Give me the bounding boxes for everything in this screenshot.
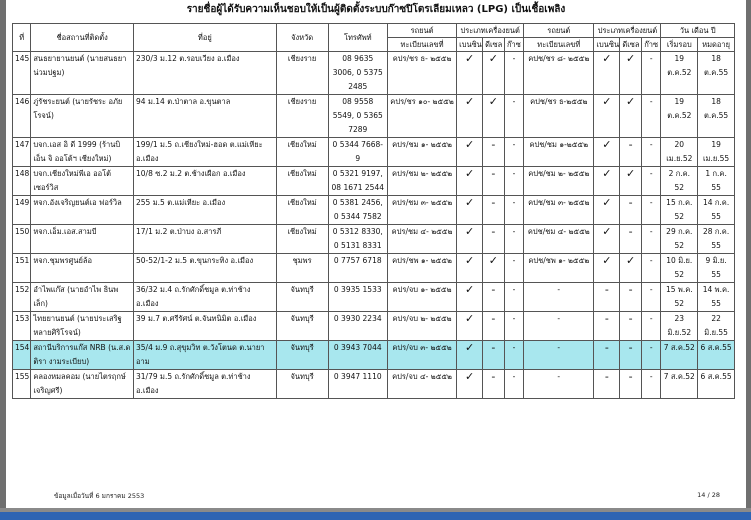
header-gas-2: ก๊าซ [641, 38, 660, 52]
row-gas: - [504, 341, 523, 370]
row-province: เชียงใหม่ [276, 167, 328, 196]
row-reg: คปร/ชร ธ- ๒๕๕๒ [387, 52, 456, 95]
row-no: 148 [13, 167, 31, 196]
row-name: ภู่รัชระยนต์ (นายรัชระ อภัย โรจน์) [31, 95, 134, 138]
row-reg: คปร/จบ ๔- ๒๕๕๒ [387, 370, 456, 399]
row-gas2: - [641, 138, 660, 167]
row-phone: 0 3930 2234 [328, 312, 387, 341]
row-gas2: - [641, 283, 660, 312]
row-reg2: คปช/ชพ ๑- ๒๕๕๒ [524, 254, 594, 283]
header-address: ที่อยู่ [134, 24, 277, 52]
row-gas2: - [641, 312, 660, 341]
row-no: 145 [13, 52, 31, 95]
row-benzine2-check: - [594, 283, 620, 312]
row-gas2: - [641, 95, 660, 138]
row-name: หจก.อังเจริญยนต์เอ ฟอร์วิล [31, 196, 134, 225]
row-benzine-check: ✓ [457, 196, 483, 225]
row-name: ไทยยานยนต์ (นายประเสริฐ หลายศิริโรจน์) [31, 312, 134, 341]
row-phone: 0 3935 1533 [328, 283, 387, 312]
row-diesel2-check: ✓ [620, 254, 642, 283]
row-reg2: คปช/ชม ๒- ๒๕๕๒ [524, 167, 594, 196]
table-row [13, 370, 735, 399]
table-row [13, 167, 735, 196]
row-benzine-check: ✓ [457, 138, 483, 167]
row-reg2: คปช/ชร ธ-๒๕๕๒ [524, 95, 594, 138]
row-diesel-check: ✓ [483, 254, 505, 283]
page-number: 14 / 28 [697, 491, 720, 499]
row-start-date: 20 เม.ย.52 [661, 138, 698, 167]
row-benzine-check: ✓ [457, 254, 483, 283]
row-diesel-check: - [483, 370, 505, 399]
row-address: 230/3 ม.12 ต.รอบเวียง อ.เมือง [134, 52, 277, 95]
row-reg: คปร/ชม ๒- ๒๕๕๒ [387, 167, 456, 196]
row-reg2: - [524, 312, 594, 341]
page-title: รายชื่อผู้ได้รับความเห็นชอบให้เป็นผู้ติดตั้งระบบก๊าซปิโตรเลียมเหลว (LPG) เป็นเชื้อเพลิง [186, 4, 566, 15]
row-diesel2-check: ✓ [620, 52, 642, 95]
row-start-date: 19 ต.ค.52 [661, 95, 698, 138]
row-address: 31/79 ม.5 ถ.รักศักดิ์ชมูล ต.ท่าช้าง อ.เมือง [134, 370, 277, 399]
header-phone: โทรศัพท์ [328, 24, 387, 52]
row-phone: 0 5381 2456, 0 5344 7582 [328, 196, 387, 225]
row-reg: คปร/จบ ๓- ๒๕๕๒ [387, 341, 456, 370]
row-phone: 0 3947 1110 [328, 370, 387, 399]
row-diesel-check: - [483, 138, 505, 167]
row-reg: คปร/ชพ ๑- ๒๕๕๒ [387, 254, 456, 283]
row-expire-date: 18 ต.ค.55 [698, 52, 735, 95]
row-expire-date: 18 ต.ค.55 [698, 95, 735, 138]
header-no: ที่ [13, 24, 31, 52]
row-no: 147 [13, 138, 31, 167]
row-gas: - [504, 167, 523, 196]
header-benzine-2: เบนซิน [594, 38, 620, 52]
row-reg2: - [524, 283, 594, 312]
row-name: บจก.เอส อิ ดี 1999 (ร้านบิ เอ็น จิ ออโต้ฯ เชียงใหม่) [31, 138, 134, 167]
row-province: จันทบุรี [276, 370, 328, 399]
row-phone: 0 5312 8330, 0 5131 8331 [328, 225, 387, 254]
row-province: จันทบุรี [276, 283, 328, 312]
row-reg2: คปช/ชม ๔- ๒๕๕๒ [524, 225, 594, 254]
row-no: 152 [13, 283, 31, 312]
row-start-date: 15 ก.ค. 52 [661, 196, 698, 225]
row-address: 255 ม.5 ต.แม่เหียะ อ.เมือง [134, 196, 277, 225]
header-diesel-2: ดีเซล [620, 38, 642, 52]
row-address: 10/8 ซ.2 ม.2 ต.ช้างเผือก อ.เมือง [134, 167, 277, 196]
row-diesel2-check: - [620, 312, 642, 341]
header-start: เริ่มรอบ [661, 38, 698, 52]
row-province: เชียงราย [276, 52, 328, 95]
row-diesel2-check: - [620, 370, 642, 399]
row-phone: 08 9558 5549, 0 5365 7289 [328, 95, 387, 138]
table-row [13, 52, 735, 95]
row-diesel2-check: - [620, 225, 642, 254]
row-expire-date: 14 ก.ค. 55 [698, 196, 735, 225]
row-reg2: - [524, 370, 594, 399]
row-province: ชุมพร [276, 254, 328, 283]
row-province: เชียงราย [276, 95, 328, 138]
row-benzine2-check: ✓ [594, 95, 620, 138]
row-province: เชียงใหม่ [276, 138, 328, 167]
footer-date-note: ข้อมูลเมื่อวันที่ 6 มกราคม 2553 [54, 492, 145, 500]
row-benzine2-check: ✓ [594, 225, 620, 254]
header-reg-2: ทะเบียนเลขที่ [387, 38, 456, 52]
row-gas2: - [641, 370, 660, 399]
header-benzine: เบนซิน [457, 38, 483, 52]
row-expire-date: 6 ส.ค.55 [698, 370, 735, 399]
row-gas: - [504, 52, 523, 95]
row-gas2: - [641, 196, 660, 225]
row-start-date: 7 ส.ค.52 [661, 370, 698, 399]
row-address: 17/1 ม.2 ต.ป่าบง อ.สารภี [134, 225, 277, 254]
row-diesel-check: - [483, 341, 505, 370]
row-diesel-check: ✓ [483, 52, 505, 95]
table-row [13, 225, 735, 254]
row-name: หจก.ชุมพรศูนย์ล้อ [31, 254, 134, 283]
row-start-date: 10 มิ.ย. 52 [661, 254, 698, 283]
row-benzine-check: ✓ [457, 95, 483, 138]
row-diesel-check: ✓ [483, 95, 505, 138]
row-benzine2-check: ✓ [594, 138, 620, 167]
header-name: ชื่อสถานที่ติดตั้ง [31, 24, 134, 52]
row-address: 199/1 ม.5 ถ.เชียงใหม่-ฮอด ต.แม่เหียะ อ.เมือง [134, 138, 277, 167]
row-no: 153 [13, 312, 31, 341]
row-expire-date: 19 เม.ย.55 [698, 138, 735, 167]
row-expire-date: 22 มิ.ย.55 [698, 312, 735, 341]
row-reg: คปร/ชม ๔- ๒๕๕๒ [387, 225, 456, 254]
table-row [13, 138, 735, 167]
row-name: อำไพแก๊ส (นายอำไพ ธินพเล็ก) [31, 283, 134, 312]
row-address: 39 ม.7 ต.ศรีรัศน์ ต.จันทนิมิต อ.เมือง [134, 312, 277, 341]
row-expire-date: 9 มิ.ย. 55 [698, 254, 735, 283]
row-start-date: 23 มิ.ย.52 [661, 312, 698, 341]
table-row [13, 283, 735, 312]
document-page [6, 0, 746, 508]
row-benzine-check: ✓ [457, 370, 483, 399]
row-no: 151 [13, 254, 31, 283]
row-diesel-check: - [483, 196, 505, 225]
row-no: 155 [13, 370, 31, 399]
row-diesel2-check: ✓ [620, 167, 642, 196]
row-expire-date: 28 ก.ค. 55 [698, 225, 735, 254]
row-name: สถานีบริการแก๊ส NRB (น.ส.ดติรา งามระเบียบ) [31, 341, 134, 370]
row-benzine2-check: ✓ [594, 196, 620, 225]
header-send-2: ทะเบียนเลขที่ [524, 38, 594, 52]
row-gas: - [504, 196, 523, 225]
row-gas: - [504, 370, 523, 399]
row-gas: - [504, 225, 523, 254]
table-row [13, 312, 735, 341]
row-reg2: คปช/ชร ๘- ๒๕๕๒ [524, 52, 594, 95]
table-row [13, 95, 735, 138]
header-expire: หมดอายุ [698, 38, 735, 52]
row-reg: คปร/จบ ๑- ๒๕๕๒ [387, 283, 456, 312]
row-expire-date: 14 พ.ค. 55 [698, 283, 735, 312]
row-gas: - [504, 283, 523, 312]
row-expire-date: 6 ส.ค.55 [698, 341, 735, 370]
row-address: 35/4 ม.9 ถ.สุขุมวิท ต.วังโตนด ต.นายาอาม [134, 341, 277, 370]
row-diesel-check: - [483, 283, 505, 312]
row-name: บจก.เชียงใหม่พีเอ ออโต้ เซอร์วิส [31, 167, 134, 196]
row-start-date: 19 ต.ค.52 [661, 52, 698, 95]
row-reg: คปร/ชม ๑- ๒๕๕๒ [387, 138, 456, 167]
row-benzine2-check: ✓ [594, 52, 620, 95]
installer-table [12, 23, 735, 399]
row-phone: 0 3943 7044 [328, 341, 387, 370]
header-gas: ก๊าซ [504, 38, 523, 52]
header-engine-type-2: ประเภทเครื่องยนต์ [594, 24, 661, 38]
taskbar [0, 512, 751, 520]
row-diesel-check: - [483, 167, 505, 196]
row-diesel-check: - [483, 225, 505, 254]
row-benzine2-check: - [594, 341, 620, 370]
row-benzine2-check: - [594, 312, 620, 341]
row-address: 36/32 ม.4 ถ.รักศักดิ์ชมูล ต.ท่าช้าง อ.เมือง [134, 283, 277, 312]
row-gas: - [504, 312, 523, 341]
row-gas2: - [641, 341, 660, 370]
row-benzine-check: ✓ [457, 341, 483, 370]
row-benzine2-check: ✓ [594, 167, 620, 196]
row-address: 94 ม.14 ต.ป่าตาล อ.ขุนตาล [134, 95, 277, 138]
header-engine-type: ประเภทเครื่องยนต์ [457, 24, 524, 38]
row-start-date: 15 พ.ค. 52 [661, 283, 698, 312]
row-no: 150 [13, 225, 31, 254]
row-start-date: 7 ส.ค.52 [661, 341, 698, 370]
row-benzine2-check: - [594, 370, 620, 399]
row-reg: คปร/ชม ๓- ๒๕๕๒ [387, 196, 456, 225]
row-diesel2-check: - [620, 196, 642, 225]
row-start-date: 2 ก.ค. 52 [661, 167, 698, 196]
header-province: จังหวัด [276, 24, 328, 52]
row-reg: คปร/จบ ๒- ๒๕๕๒ [387, 312, 456, 341]
table-row [13, 196, 735, 225]
row-reg: คปร/ชร ๑๐- ๒๕๕๒ [387, 95, 456, 138]
row-name: หจก.เอ็ม.เอส.สามบี [31, 225, 134, 254]
row-reg2: คปช/ชม ๓- ๒๕๕๒ [524, 196, 594, 225]
row-no: 146 [13, 95, 31, 138]
row-benzine-check: ✓ [457, 225, 483, 254]
row-diesel2-check: - [620, 341, 642, 370]
row-phone: 08 9635 3006, 0 5375 2485 [328, 52, 387, 95]
row-reg2: คปช/ชม ๑-๒๕๕๒ [524, 138, 594, 167]
table-row [13, 341, 735, 370]
row-diesel2-check: - [620, 138, 642, 167]
row-address: 50-52/1-2 ม.5 ต.ขุนกระทิง อ.เมือง [134, 254, 277, 283]
row-phone: 0 5344 7668-9 [328, 138, 387, 167]
row-benzine-check: ✓ [457, 167, 483, 196]
row-province: เชียงใหม่ [276, 225, 328, 254]
row-no: 154 [13, 341, 31, 370]
row-diesel2-check: - [620, 283, 642, 312]
row-reg2: - [524, 341, 594, 370]
row-benzine-check: ✓ [457, 52, 483, 95]
row-gas: - [504, 95, 523, 138]
row-gas2: - [641, 254, 660, 283]
row-province: จันทบุรี [276, 312, 328, 341]
row-phone: 0 5321 9197, 08 1671 2544 [328, 167, 387, 196]
table-row [13, 254, 735, 283]
row-start-date: 29 ก.ค. 52 [661, 225, 698, 254]
row-benzine-check: ✓ [457, 283, 483, 312]
row-province: จันทบุรี [276, 341, 328, 370]
row-benzine2-check: ✓ [594, 254, 620, 283]
row-gas: - [504, 254, 523, 283]
header-reg-1: รถยนต์ [387, 24, 456, 38]
row-no: 149 [13, 196, 31, 225]
row-name: คลองหมลคอม (นายไตรฤกษ์ เจริญศรี) [31, 370, 134, 399]
row-name: สนธยายานยนต์ (นายสนธยา น่วมปฐม) [31, 52, 134, 95]
row-expire-date: 1 ก.ค. 55 [698, 167, 735, 196]
row-province: เชียงใหม่ [276, 196, 328, 225]
row-gas2: - [641, 167, 660, 196]
header-send-1: รถยนต์ [524, 24, 594, 38]
header-diesel: ดีเซล [483, 38, 505, 52]
row-gas: - [504, 138, 523, 167]
row-diesel2-check: ✓ [620, 95, 642, 138]
row-gas2: - [641, 52, 660, 95]
row-gas2: - [641, 225, 660, 254]
row-phone: 0 7757 6718 [328, 254, 387, 283]
row-benzine-check: ✓ [457, 312, 483, 341]
header-date-group: วัน เดือน ปี [661, 24, 735, 38]
row-diesel-check: - [483, 312, 505, 341]
